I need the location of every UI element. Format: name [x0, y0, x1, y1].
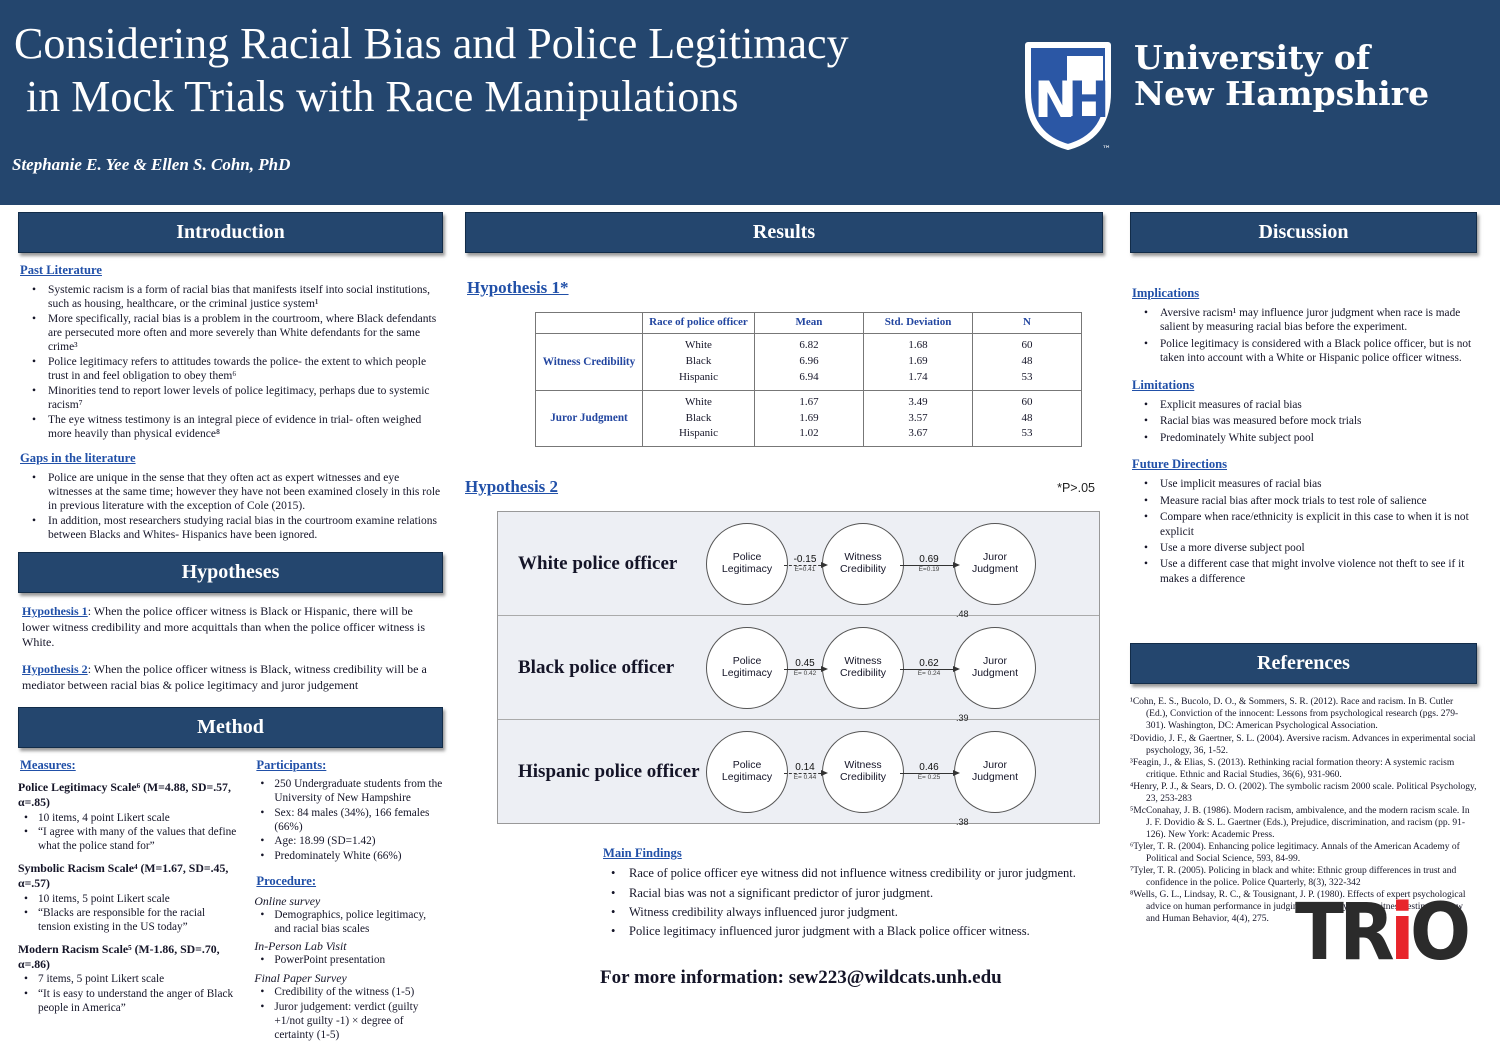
path-coefficient: 0.62 — [919, 658, 939, 670]
trio-logo: TRiO — [1295, 888, 1467, 978]
list-item: • “Blacks are responsible for the racial tension existing in the US today” — [18, 907, 240, 935]
trio-red-i: i — [1390, 888, 1411, 978]
list-item: • Predominately White subject pool — [1130, 431, 1477, 445]
measure-list — [18, 812, 240, 854]
results-table — [535, 312, 1082, 447]
r-squared-value: .48 — [956, 608, 969, 619]
node-juror-judgment: Juror Judgment — [954, 523, 1036, 605]
table-header-sd: Std. Deviation — [864, 313, 973, 334]
path-coefficient: -0.15 — [793, 554, 817, 566]
list-item: • Credibility of the witness (1-5) — [254, 986, 443, 1000]
poster-title-line1: Considering Racial Bias and Police Legitimacy — [14, 19, 849, 68]
node-witness-credibility: Witness Credibility — [822, 627, 904, 709]
poster-title-line2: in Mock Trials with Race Manipulations — [26, 71, 739, 121]
table-header-blank — [536, 313, 643, 334]
path-coefficient: 0.46 — [919, 762, 939, 774]
list-item: • Racial bias was measured before mock trials — [1130, 414, 1477, 428]
list-item: • Sex: 84 males (34%), 166 females (66%) — [254, 807, 443, 835]
main-findings-heading: Main Findings — [603, 846, 682, 861]
path-arrow — [900, 658, 958, 677]
unh-shield-icon — [1022, 40, 1114, 154]
hypothesis-2: Hypothesis 2: When the police officer witness is Black, witness credibility will be a mediator between racial bias & police legitimacy and juror judgement — [22, 662, 427, 692]
significance-note: *P>.05 — [1057, 481, 1095, 496]
procedure-step-label: In-Person Lab Visit — [254, 939, 347, 954]
reference-item: ¹Cohn, E. S., Bucolo, D. O., & Sommers, S. R. (2012). Race and racism. In B. Cutler (Ed.), Conviction of the innocent: Lessons from psychological research (pgs. 279-301). Washington, DC: American Psychological Association. — [1130, 697, 1459, 732]
participants-column — [254, 748, 443, 1043]
list-item: • More specifically, racial bias is a problem in the courtroom, where Black defendants are persecuted more often and more severely than White defendants for the same crime³ — [18, 312, 443, 354]
list-item: • Use a different case that might involve violence not theft to see if it makes a difference — [1130, 557, 1477, 586]
hypothesis-2-label: Hypothesis 2 — [22, 662, 88, 677]
list-item: • Minorities tend to report lower levels of police legitimacy, perhaps due to systemic racism⁷ — [18, 384, 443, 412]
list-item: • Explicit measures of racial bias — [1130, 398, 1477, 412]
hypothesis-1: Hypothesis 1: When the police officer witness is Black or Hispanic, there will be lower witness credibility and more acquittals than when the police officer witness is White. — [22, 604, 426, 650]
diagram-row-hispanic — [498, 720, 1099, 827]
path-arrow — [900, 762, 958, 781]
list-item: • Racial bias was not a significant predictor of juror judgment. — [603, 885, 1103, 901]
future-directions-list — [1130, 477, 1477, 586]
left-column — [18, 212, 443, 1043]
arrow-line — [900, 565, 958, 566]
node-juror-judgment: Juror Judgment — [954, 627, 1036, 709]
main-findings-list — [603, 865, 1103, 939]
reference-item: ³Feagin, J., & Elias, S. (2013). Rethinking racial formation theory: A systemic racism critique. Ethnic and Racial Studies, 36(6), 931-960. — [1130, 757, 1455, 780]
logo-tm-mark: ™ — [1102, 145, 1111, 154]
list-item: • The eye witness testimony is an integral piece of evidence in trial- often weighed more heavily than physical evidence⁸ — [18, 413, 443, 441]
node-juror-judgment: Juror Judgment — [954, 731, 1036, 813]
method-content — [18, 748, 443, 1043]
diagram-row-black — [498, 616, 1099, 723]
measure-list — [18, 973, 240, 1015]
discussion-column — [1130, 212, 1477, 926]
node-witness-credibility: Witness Credibility — [822, 731, 904, 813]
past-literature-heading: Past Literature — [20, 263, 102, 277]
main-findings — [603, 846, 1103, 939]
hypothesis1-results-heading: Hypothesis 1* — [467, 278, 569, 297]
diagram-row-label: Hispanic police officer — [518, 760, 700, 782]
reference-item: ⁶Tyler, T. R. (2004). Enhancing police legitimacy. Annals of the American Academy of Political and Social Science, 593, 84-99. — [1130, 842, 1460, 865]
gaps-heading: Gaps in the literature — [20, 451, 136, 466]
path-arrow — [784, 554, 826, 573]
path-arrow — [784, 658, 826, 677]
path-arrow — [784, 762, 826, 781]
procedure-heading: Procedure: — [256, 873, 317, 888]
results-header: Results — [465, 212, 1103, 253]
table-row-juror-judgment: Juror Judgment White Black Hispanic 1.67 1.69 1.02 3.49 3.57 3.67 60 48 53 — [536, 390, 1082, 447]
list-item: • Race of police officer eye witness did not influence witness credibility or juror judgment. — [603, 865, 1103, 881]
table-header-n: N — [973, 313, 1082, 334]
list-item: • Aversive racism¹ may influence juror judgment when race is made salient by measuring racial bias before the experiment. — [1130, 306, 1477, 335]
arrow-line — [784, 773, 826, 774]
results-column — [465, 212, 1103, 989]
table-header-race: Race of police officer — [643, 313, 755, 334]
list-item: • Systemic racism is a form of racial bias that manifests itself into social institutions, such as housing, healthcare, or the criminal justice system¹ — [18, 283, 443, 311]
node-police-legitimacy: Police Legitimacy — [706, 523, 788, 605]
implications-list — [1130, 306, 1477, 366]
r-squared-value: .38 — [956, 816, 969, 827]
arrow-line — [900, 669, 958, 670]
unh-logo — [1022, 40, 1429, 154]
path-coefficient: 0.45 — [795, 658, 815, 670]
procedure-step-label: Final Paper Survey — [254, 971, 347, 986]
list-item: • Compare when race/ethnicity is explicit in this case to when it is not explicit — [1130, 510, 1477, 539]
reference-item: ⁸Wells, G. L., Lindsay, R. C., & Tousignant, J. P. (1980). Effects of expert psychological advice on human performance in judging the validity of eyewitness testimony. Law and Human Behavior, 4(4), 275. — [1130, 890, 1466, 925]
hypothesis2-results-heading: Hypothesis 2 — [465, 477, 559, 497]
list-item: • 7 items, 5 point Likert scale — [18, 973, 240, 987]
list-item: • In addition, most researchers studying racial bias in the courtroom examine relations between Blacks and Whites- Hispanics have been ignored. — [18, 514, 443, 542]
path-arrow — [900, 554, 958, 573]
header-band — [0, 0, 1500, 205]
list-item: • Use implicit measures of racial bias — [1130, 477, 1477, 491]
measure-title: Police Legitimacy Scale⁶ (M=4.88, SD=.57, α=.85) — [18, 780, 231, 809]
mediation-diagram — [497, 511, 1100, 827]
list-item: • 10 items, 4 point Likert scale — [18, 812, 240, 826]
list-item: • Police legitimacy refers to attitudes towards the police- the extent to which people trust in and feel obligation to obey them⁶ — [18, 355, 443, 383]
list-item: • Measure racial bias after mock trials to test role of salience — [1130, 494, 1477, 508]
introduction-header: Introduction — [18, 212, 443, 253]
procedure-list — [254, 954, 443, 968]
reference-item: ²Dovidio, J. F., & Gaertner, S. L. (2004). Aversive racism. Advances in experimental social psychology, 36, 1-52. — [1130, 733, 1476, 756]
list-item: • Use a more diverse subject pool — [1130, 541, 1477, 555]
list-item: • “It is easy to understand the anger of Black people in America” — [18, 988, 240, 1016]
measure-list — [18, 893, 240, 935]
node-police-legitimacy: Police Legitimacy — [706, 731, 788, 813]
references-header: References — [1130, 643, 1477, 684]
node-witness-credibility: Witness Credibility — [822, 523, 904, 605]
path-se: E= 0.25 — [917, 774, 941, 782]
list-item: • Age: 18.99 (SD=1.42) — [254, 835, 443, 849]
list-item: • Predominately White (66%) — [254, 850, 443, 864]
reference-item: ⁷Tyler, T. R. (2005). Policing in black and white: Ethnic group differences in trust and confidence in the police. Police Quarterly, 8(3), 322-342 — [1130, 866, 1457, 889]
list-item: • 250 Undergraduate students from the University of New Hampshire — [254, 778, 443, 806]
diagram-row-label: Black police officer — [518, 656, 675, 678]
poster-title — [14, 18, 849, 124]
list-item: • Police are unique in the sense that they often act as expert witnesses and eye witnesses at the same time; however they have not been examined closely in this role in previous literature with the exception of Cole (2015). — [18, 471, 443, 513]
table-header-row — [536, 313, 1082, 334]
arrow-line — [784, 669, 826, 670]
logo-letter-n: N — [1034, 71, 1076, 129]
limitations-list — [1130, 398, 1477, 445]
measure-title: Modern Racism Scale⁵ (M-1.86, SD=.70, α=.86) — [18, 941, 220, 971]
procedure-list — [254, 909, 443, 937]
list-item: • PowerPoint presentation — [254, 954, 443, 968]
limitations-heading: Limitations — [1132, 377, 1195, 392]
list-item: • “I agree with many of the values that define what the police stand for” — [18, 826, 240, 854]
r-squared-value: .39 — [956, 712, 969, 723]
path-se: E=0.41 — [794, 566, 816, 574]
future-directions-heading: Future Directions — [1132, 457, 1228, 472]
hypotheses-header: Hypotheses — [18, 552, 443, 593]
unh-wordmark: University of New Hampshire — [1134, 38, 1430, 114]
poster-authors: Stephanie E. Yee & Ellen S. Cohn, PhD — [12, 155, 291, 174]
list-item: • Demographics, police legitimacy, and racial bias scales — [254, 909, 443, 937]
measures-heading: Measures: — [20, 758, 76, 773]
path-coefficient: 0.14 — [795, 762, 815, 774]
participants-list — [254, 778, 443, 864]
path-se: E= 0.24 — [917, 670, 941, 678]
measures-column — [18, 748, 240, 1043]
implications-heading: Implications — [1132, 286, 1200, 300]
diagram-row-label: White police officer — [518, 552, 678, 574]
list-item: • 10 items, 5 point Likert scale — [18, 893, 240, 907]
contact-info: For more information: sew223@wildcats.unh.edu — [600, 967, 1002, 989]
path-coefficient: 0.69 — [919, 554, 939, 566]
hypothesis2-heading-row — [465, 477, 1103, 497]
list-item: • Witness credibility always influenced juror judgment. — [603, 904, 1103, 920]
reference-item: ⁵McConahay, J. B. (1986). Modern racism, ambivalence, and the modern racism scale. In J. F. Dovidio & S. L. Gaertner (Eds.), Prejudice, discrimination, and racism (pp. 91-126). New York: Academic Press. — [1130, 805, 1470, 841]
procedure-list — [254, 986, 443, 1042]
list-item: • Police legitimacy is considered with a Black police officer, but is not taken into account with a White or Hispanic police officer witness. — [1130, 337, 1477, 366]
path-se: E= 0.44 — [793, 774, 817, 782]
procedure-step-label: Online survey — [254, 893, 321, 908]
table-row-witness-credibility: Witness Credibility White Black Hispanic 6.82 6.96 6.94 1.68 1.69 1.74 60 48 53 — [536, 333, 1082, 390]
measure-title: Symbolic Racism Scale⁴ (M=1.67, SD=.45, α=.57) — [18, 861, 229, 890]
list-item: • Juror judgement: verdict (guilty +1/not guilty -1) × degree of certainty (1-5) — [254, 1001, 443, 1042]
path-se: E= 0.42 — [793, 670, 817, 678]
path-se: E=0.19 — [918, 566, 940, 574]
node-police-legitimacy: Police Legitimacy — [706, 627, 788, 709]
discussion-header: Discussion — [1130, 212, 1477, 253]
gaps-list — [18, 471, 443, 542]
participants-heading: Participants: — [256, 758, 327, 773]
hypothesis-1-label: Hypothesis 1 — [22, 604, 88, 619]
table-header-mean: Mean — [755, 313, 864, 334]
reference-item: ⁴Henry, P. J., & Sears, D. O. (2002). The symbolic racism 2000 scale. Political Psychology, 23, 253-283 — [1130, 781, 1477, 804]
list-item: • Police legitimacy influenced juror judgment with a Black police officer witness. — [603, 923, 1103, 939]
past-literature-list — [18, 283, 443, 441]
logo-letter-h: H — [1068, 71, 1110, 129]
method-header: Method — [18, 707, 443, 748]
arrow-line — [900, 773, 958, 774]
diagram-row-white — [498, 512, 1099, 619]
arrow-line — [784, 565, 826, 566]
